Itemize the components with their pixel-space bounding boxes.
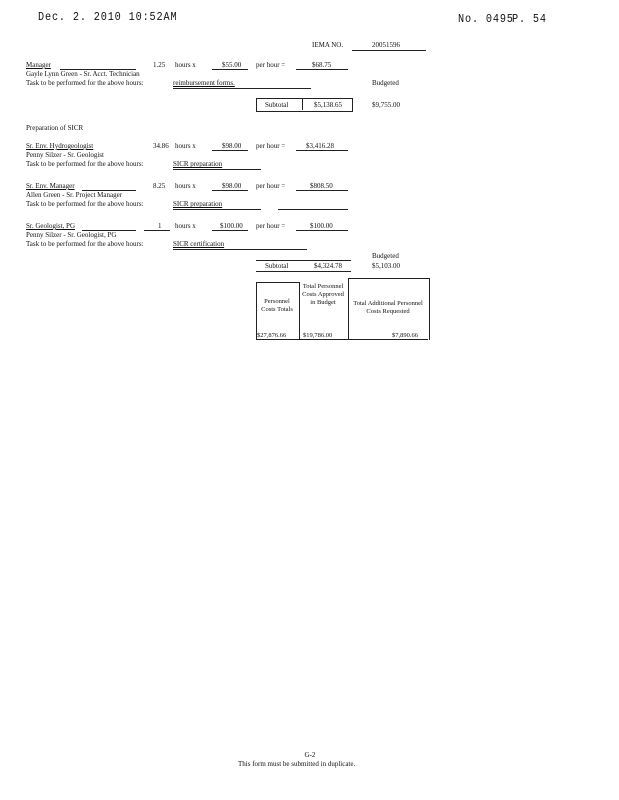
fax-number: No. 0495 xyxy=(458,12,514,26)
totals-col1-value: $27,876.66 xyxy=(257,332,287,339)
row-hours: 8.25 xyxy=(153,182,166,190)
row-title: Sr. Env. Manager xyxy=(26,182,75,190)
row-hours-label: hours x xyxy=(175,142,196,150)
row-task-label: Task to be performed for the above hours: xyxy=(26,200,144,208)
subtotal-value: $5,138.65 xyxy=(314,101,342,109)
row-per-hour: per hour = xyxy=(256,222,286,230)
row-amount: $3,416.28 xyxy=(306,142,334,150)
row-amount: $100.00 xyxy=(310,222,333,230)
row-task: reimbursement forms. xyxy=(173,79,235,87)
row-task-label: Task to be performed for the above hours: xyxy=(26,79,144,87)
totals-col3-label: Total Additional Personnel Costs Requested xyxy=(353,300,423,315)
row-per-hour: per hour = xyxy=(256,142,286,150)
fax-datetime: Dec. 2. 2010 10:52AM xyxy=(38,10,178,24)
row-task-label: Task to be performed for the above hours: xyxy=(26,240,144,248)
row-amount: $808.50 xyxy=(310,182,333,190)
footer-note: This form must be submitted in duplicate. xyxy=(238,760,356,768)
row-person: Penny Silzer - Sr. Geologist xyxy=(26,151,104,159)
row-hours-label: hours x xyxy=(175,61,196,69)
row-rate: $100.00 xyxy=(220,222,243,230)
row-rate: $55.00 xyxy=(222,61,242,69)
budgeted-label: Budgeted xyxy=(372,79,399,87)
row-person: Penny Silzer - Sr. Geologist, PG xyxy=(26,231,117,239)
row-person: Gayle Lynn Green - Sr. Acct. Technician xyxy=(26,70,140,78)
totals-col2-label: Total Personnel Costs Approved in Budget xyxy=(302,283,344,306)
row-task: SICR preparation xyxy=(173,200,223,208)
page-label: G-2 xyxy=(304,751,316,759)
totals-col2-value: $19,786.00 xyxy=(303,332,333,339)
totals-col3-value: $7,890.66 xyxy=(392,332,418,339)
row-amount: $68.75 xyxy=(312,61,332,69)
subtotal-value: $4,324.78 xyxy=(314,262,342,270)
row-task: SICR preparation xyxy=(173,160,223,168)
totals-col1-label: Personnel Costs Totals xyxy=(261,298,293,313)
subtotal-label: Subtotal xyxy=(265,262,289,270)
row-hours: 34.86 xyxy=(153,142,169,150)
subtotal-label: Subtotal xyxy=(265,101,289,109)
row-per-hour: per hour = xyxy=(256,182,286,190)
row-hours: 1 xyxy=(158,222,162,230)
budgeted-label: Budgeted xyxy=(372,252,399,260)
budgeted-value: $5,103.00 xyxy=(372,262,400,270)
row-rate: $98.00 xyxy=(222,182,242,190)
row-title: Sr. Env. Hydrogeologist xyxy=(26,142,94,150)
iema-value: 20051596 xyxy=(372,41,400,49)
row-task-label: Task to be performed for the above hours: xyxy=(26,160,144,168)
row-hours-label: hours x xyxy=(175,222,196,230)
row-hours: 1.25 xyxy=(153,61,166,69)
row-person: Allen Green - Sr. Project Manager xyxy=(26,191,123,199)
row-task: SICR certification xyxy=(173,240,225,248)
budgeted-value: $9,755.00 xyxy=(372,101,400,109)
row-hours-label: hours x xyxy=(175,182,196,190)
row-title: Sr. Geologist, PG xyxy=(26,222,76,230)
row-rate: $98.00 xyxy=(222,142,242,150)
row-per-hour: per hour = xyxy=(256,61,286,69)
row-title: Manager xyxy=(26,61,51,69)
iema-label: IEMA NO. xyxy=(312,41,344,49)
section-heading: Preparation of SICR xyxy=(26,124,84,132)
fax-page: P. 54 xyxy=(512,12,547,26)
